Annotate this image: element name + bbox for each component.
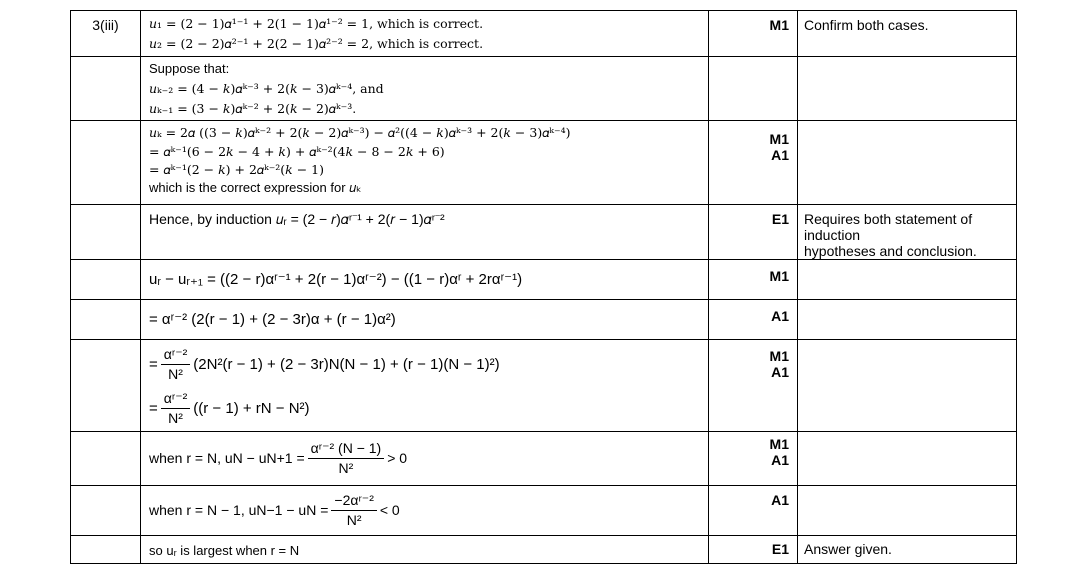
guidance-cell: Confirm both cases. (798, 11, 1017, 57)
mark-label: M1 (769, 17, 789, 33)
fraction-numerator: −2αʳ⁻² (331, 492, 376, 511)
empty-cell (71, 121, 141, 205)
math-line: 𝑢ₖ = 2𝛼 ((3 − 𝑘)𝛼ᵏ⁻² + 2(𝑘 − 2)𝛼ᵏ⁻³) − 𝛼²((4 − 𝑘)𝛼ᵏ⁻³ + 2(𝑘 − 3)𝛼ᵏ⁻⁴) (149, 125, 571, 140)
case-prefix: when r = N, uN − uN+1 = (149, 450, 305, 466)
marks-cell (709, 300, 798, 340)
mark-label: A1 (771, 308, 789, 324)
math-line: = 𝛼ᵏ⁻¹(2 − 𝑘) + 2𝛼ᵏ⁻²(𝑘 − 1) (149, 162, 325, 177)
math-line: 𝑢ₖ₋₂ = (4 − 𝑘)𝛼ᵏ⁻³ + 2(𝑘 − 3)𝛼ᵏ⁻⁴, and (149, 81, 384, 96)
empty-cell (71, 300, 141, 340)
fraction-numerator: αʳ⁻² (161, 346, 191, 365)
induction-conclusion: Hence, by induction 𝑢ᵣ = (2 − 𝑟)𝛼ʳ⁻¹ + 2(𝑟 − 1)𝛼ʳ⁻² (149, 211, 445, 227)
text-line: Suppose that: (149, 61, 230, 76)
marks-cell (709, 121, 798, 205)
marks-cell (709, 432, 798, 486)
marks-cell (709, 11, 798, 57)
case-r-equals-n (149, 432, 708, 484)
fraction (331, 492, 376, 529)
empty-cell (71, 536, 141, 564)
fraction (161, 346, 191, 383)
fraction (161, 390, 191, 427)
working-cell (141, 260, 709, 300)
guidance-cell (798, 205, 1017, 260)
substituted-line (149, 342, 708, 386)
table-row (71, 11, 1017, 57)
mark-label: M1 (769, 131, 789, 147)
working-cell (141, 121, 709, 205)
table-row (71, 536, 1017, 564)
guidance-cell (798, 57, 1017, 121)
math-line: 𝑢ₖ₋₁ = (3 − 𝑘)𝛼ᵏ⁻² + 2(𝑘 − 2)𝛼ᵏ⁻³. (149, 101, 357, 116)
mark-label: A1 (771, 492, 789, 508)
working-cell (141, 57, 709, 121)
fraction-denominator: N² (338, 459, 354, 476)
guidance-cell (798, 486, 1017, 536)
table-row (71, 300, 1017, 340)
mark-label: A1 (771, 147, 789, 163)
marks-cell (709, 340, 798, 432)
marks-cell (709, 57, 798, 121)
marks-cell (709, 205, 798, 260)
inequality: < 0 (379, 502, 400, 518)
working-cell (141, 536, 709, 564)
mark-label: M1 (769, 348, 789, 364)
working-cell (141, 205, 709, 260)
fraction (308, 440, 385, 477)
guidance-line: hypotheses and conclusion. (804, 243, 977, 259)
working-cell (141, 486, 709, 536)
table-row (71, 340, 1017, 432)
inequality: > 0 (387, 450, 408, 466)
equals-sign: = (149, 399, 158, 417)
empty-cell (71, 205, 141, 260)
mark-label: A1 (771, 452, 789, 468)
table-row (71, 486, 1017, 536)
mark-label: A1 (771, 364, 789, 380)
table-row (71, 121, 1017, 205)
table-row (71, 260, 1017, 300)
mark-label: M1 (769, 436, 789, 452)
factored-expression: = αʳ⁻² (2(r − 1) + (2 − 3r)α + (r − 1)α²) (149, 311, 396, 328)
guidance-cell (798, 300, 1017, 340)
empty-cell (71, 340, 141, 432)
markscheme-table (70, 10, 1017, 564)
guidance-cell (798, 121, 1017, 205)
text-line: which is the correct expression for 𝑢ₖ (149, 180, 362, 195)
marks-cell (709, 260, 798, 300)
final-conclusion: so uᵣ is largest when r = N (149, 543, 300, 558)
mark-label: E1 (771, 541, 789, 557)
fraction-denominator: N² (168, 365, 183, 382)
fraction-numerator: αʳ⁻² (N − 1) (308, 440, 385, 459)
working-cell (141, 340, 709, 432)
equals-sign: = (149, 355, 158, 373)
fraction-numerator: αʳ⁻² (161, 390, 191, 409)
guidance-cell (798, 340, 1017, 432)
empty-cell (71, 57, 141, 121)
guidance-line: Requires both statement of induction (804, 211, 973, 243)
table-row (71, 57, 1017, 121)
working-cell (141, 432, 709, 486)
simplified-line (149, 386, 708, 430)
table-row (71, 205, 1017, 260)
empty-cell (71, 432, 141, 486)
math-line: 𝑢₂ = (2 − 2)𝛼²⁻¹ + 2(2 − 1)𝛼²⁻² = 2, which is correct. (149, 36, 484, 51)
bracket-expression: (2N²(r − 1) + (2 − 3r)N(N − 1) + (r − 1)(N − 1)²) (193, 355, 500, 373)
marks-cell (709, 486, 798, 536)
guidance-cell (798, 432, 1017, 486)
working-cell (141, 11, 709, 57)
case-r-equals-n-minus-1 (149, 486, 708, 534)
fraction-denominator: N² (346, 511, 362, 528)
fraction-denominator: N² (168, 409, 183, 426)
mark-label: E1 (771, 211, 789, 227)
case-prefix: when r = N − 1, uN−1 − uN = (149, 502, 329, 518)
guidance-cell: Answer given. (798, 536, 1017, 564)
empty-cell (71, 260, 141, 300)
table-row (71, 432, 1017, 486)
guidance-cell (798, 260, 1017, 300)
empty-cell (71, 486, 141, 536)
math-line: 𝑢₁ = (2 − 1)𝛼¹⁻¹ + 2(1 − 1)𝛼¹⁻² = 1, which is correct. (149, 16, 484, 31)
bracket-expression: ((r − 1) + rN − N²) (193, 399, 310, 417)
working-cell (141, 300, 709, 340)
question-number: 3(iii) (71, 11, 141, 57)
difference-expression: uᵣ − uᵣ₊₁ = ((2 − r)αʳ⁻¹ + 2(r − 1)αʳ⁻²) − ((1 − r)αʳ + 2rαʳ⁻¹) (149, 271, 523, 288)
math-line: = 𝛼ᵏ⁻¹(6 − 2𝑘 − 4 + 𝑘) + 𝛼ᵏ⁻²(4𝑘 − 8 − 2𝑘 + 6) (149, 144, 445, 159)
marks-cell (709, 536, 798, 564)
mark-label: M1 (769, 268, 789, 284)
